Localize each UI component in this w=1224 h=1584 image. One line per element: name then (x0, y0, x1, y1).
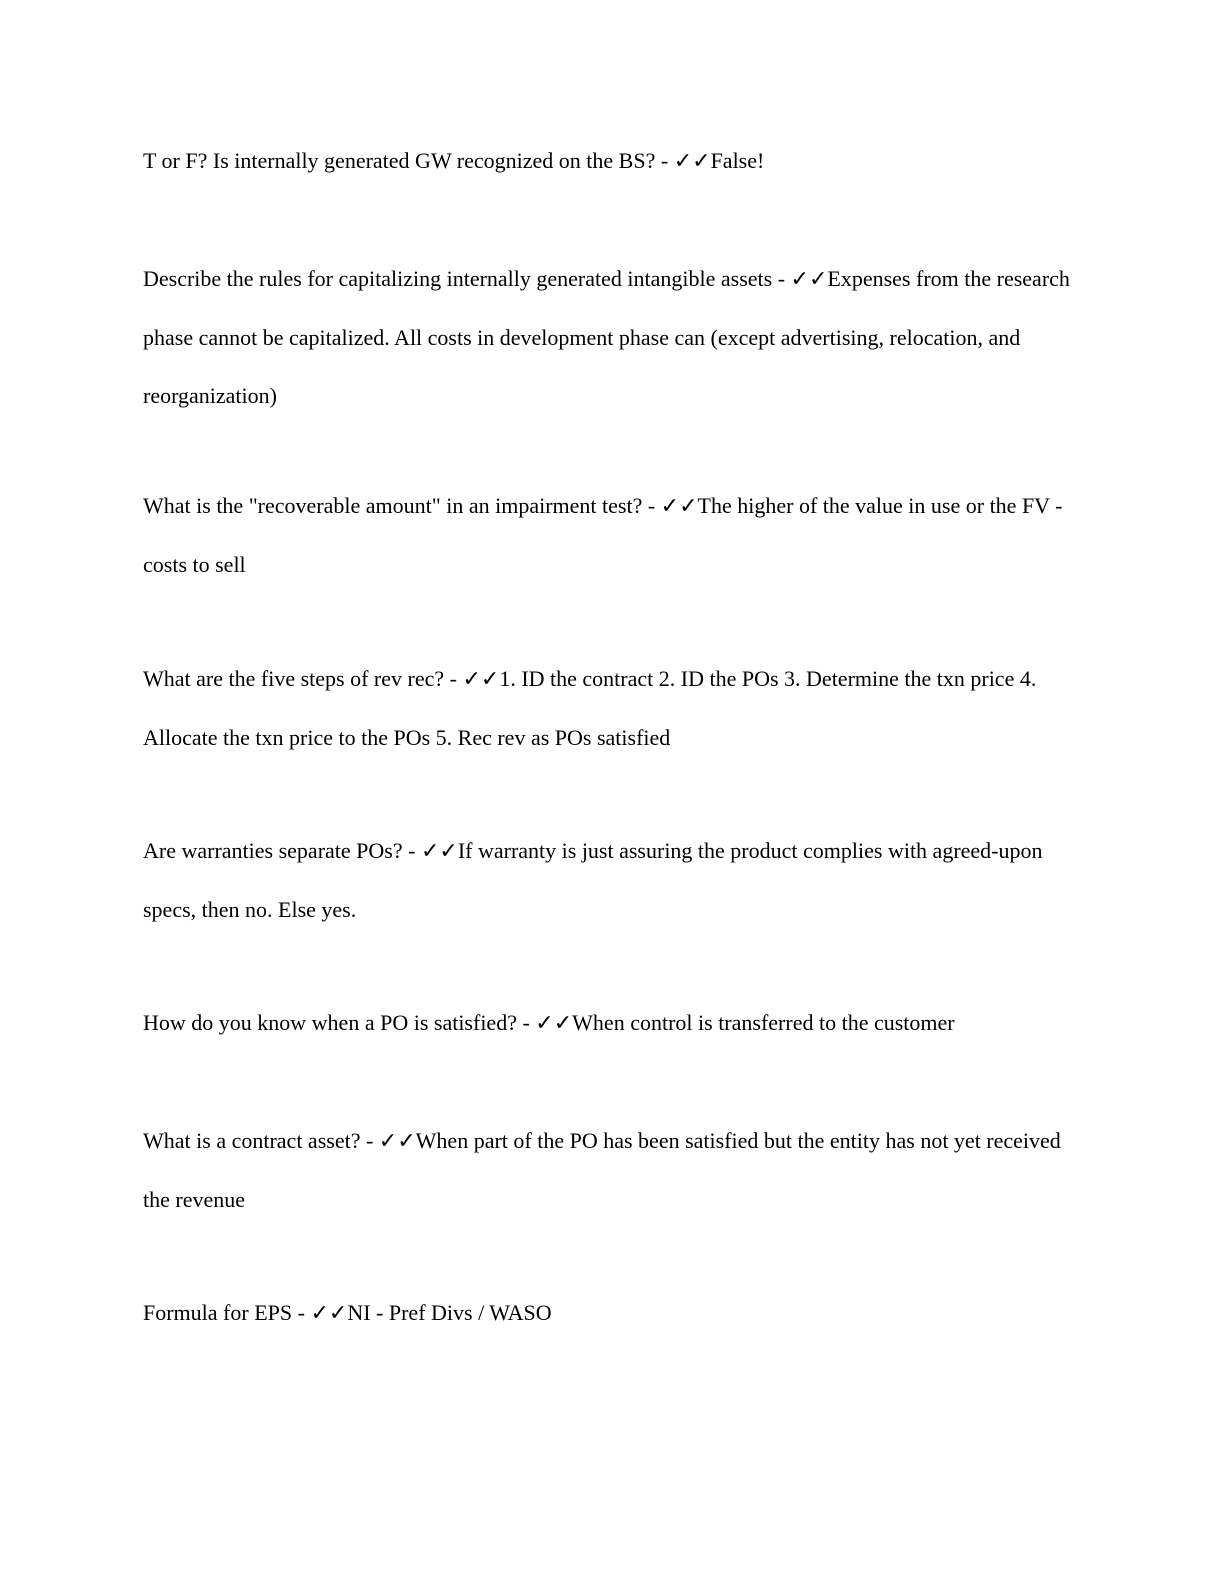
separator: - (292, 1300, 311, 1325)
double-check-icon: ✓✓ (535, 1011, 573, 1036)
question-text: How do you know when a PO is satisfied? (143, 1010, 517, 1035)
qa-item (143, 822, 1078, 939)
qa-item (143, 1284, 1078, 1343)
question-text: Formula for EPS (143, 1300, 293, 1325)
qa-item (143, 132, 1078, 191)
question-text: What are the five steps of rev rec? (143, 666, 445, 691)
qa-item (143, 650, 1078, 767)
separator: - (402, 838, 421, 863)
qa-item (143, 1112, 1078, 1229)
answer-text: The higher of the value in use or the FV - costs to sell (143, 493, 1063, 577)
double-check-icon: ✓✓ (790, 267, 828, 292)
question-text: Describe the rules for capitalizing internally generated intangible assets (143, 266, 773, 291)
separator: - (642, 493, 661, 518)
double-check-icon: ✓✓ (420, 839, 458, 864)
double-check-icon: ✓✓ (660, 494, 698, 519)
question-text: T or F? Is internally generated GW recognized on the BS? (143, 148, 656, 173)
double-check-icon: ✓✓ (310, 1301, 348, 1326)
separator: - (360, 1128, 379, 1153)
answer-text: When control is transferred to the customer (572, 1010, 955, 1035)
question-text: Are warranties separate POs? (143, 838, 403, 863)
answer-text: False! (710, 148, 765, 173)
double-check-icon: ✓✓ (378, 1129, 416, 1154)
answer-text: If warranty is just assuring the product complies with agreed-upon specs, then no. Else yes. (143, 838, 1043, 922)
answer-text: Expenses from the research phase cannot be capitalized. All costs in development phase can (except advertising, relocation, and reorganization) (143, 266, 1070, 408)
answer-text: When part of the PO has been satisfied but the entity has not yet received the revenue (143, 1128, 1061, 1212)
answer-text: 1. ID the contract 2. ID the POs 3. Determine the txn price 4. Allocate the txn price to the POs 5. Rec rev as POs satisfied (143, 666, 1037, 750)
qa-item (143, 250, 1078, 425)
qa-item (143, 477, 1078, 594)
qa-item (143, 994, 1078, 1053)
answer-text: NI - Pref Divs / WASO (347, 1300, 552, 1325)
separator: - (516, 1010, 536, 1035)
question-text: What is the "recoverable amount" in an impairment test? (143, 493, 643, 518)
separator: - (444, 666, 463, 691)
separator: - (772, 266, 791, 291)
double-check-icon: ✓✓ (673, 149, 711, 174)
double-check-icon: ✓✓ (462, 667, 500, 692)
separator: - (655, 148, 674, 173)
question-text: What is a contract asset? (143, 1128, 361, 1153)
